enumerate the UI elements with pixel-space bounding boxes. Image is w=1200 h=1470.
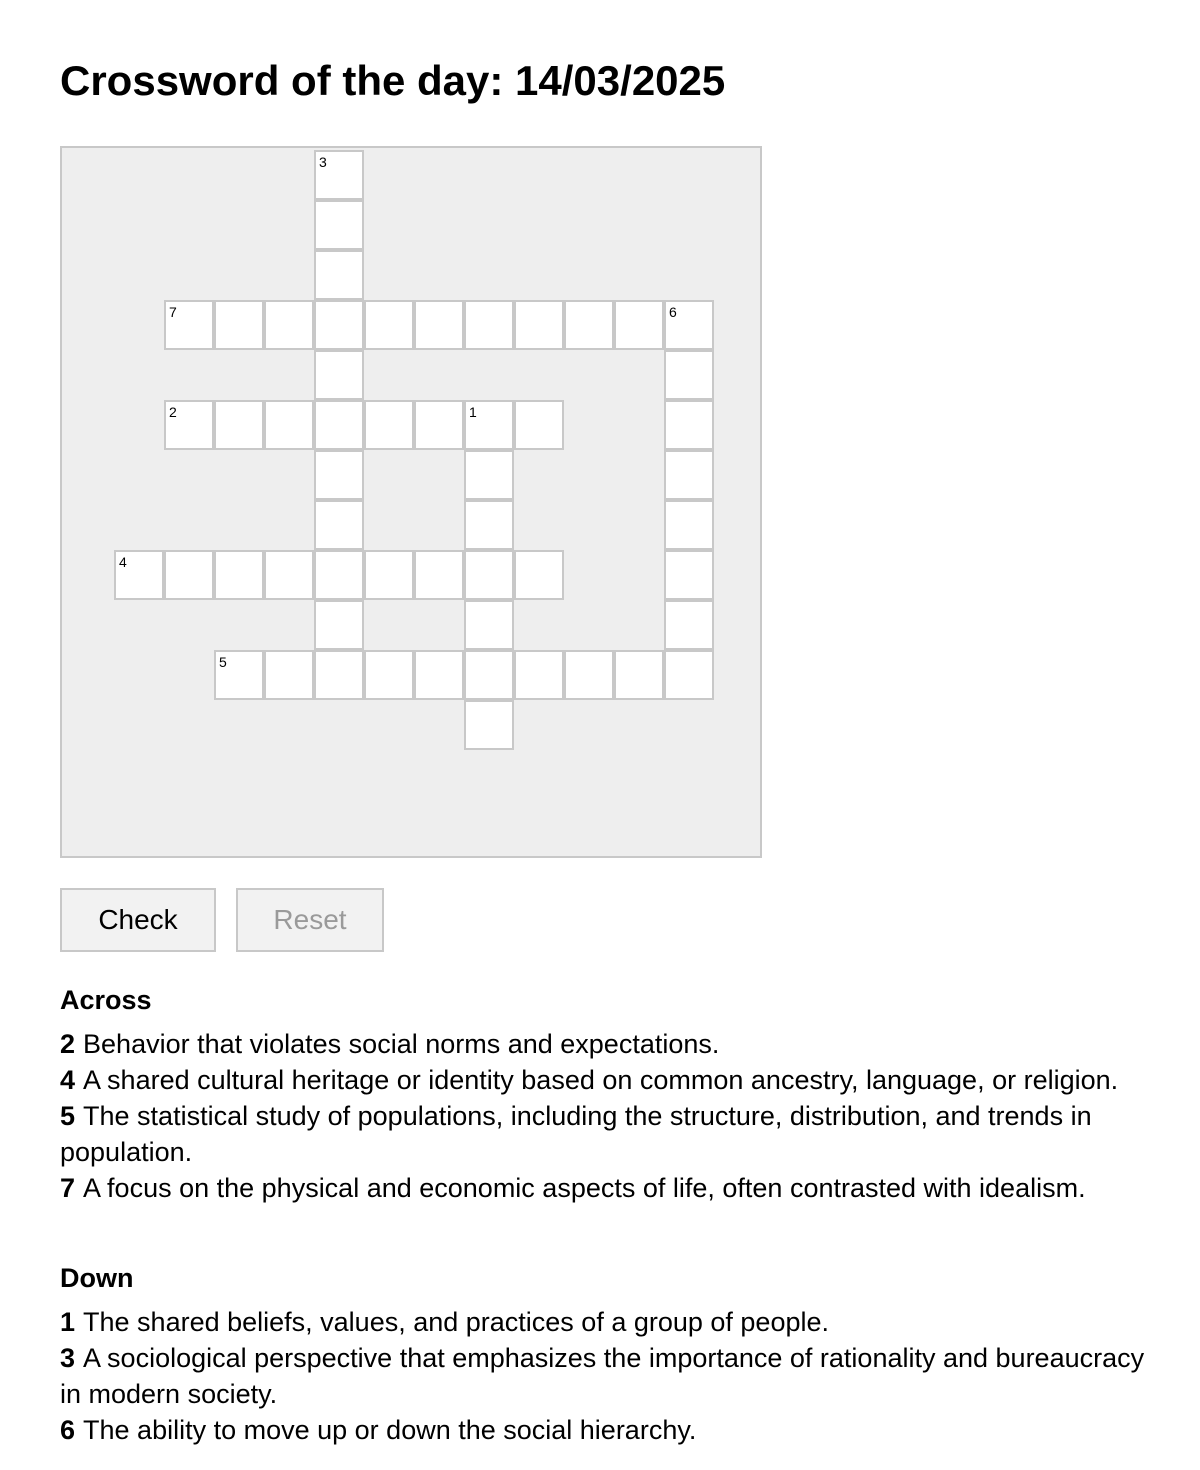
across-clue-list — [60, 1026, 1160, 1206]
grid-cell[interactable] — [564, 650, 614, 700]
clue-across-2 — [60, 1026, 1160, 1062]
grid-cell[interactable] — [314, 400, 364, 450]
grid-cell[interactable] — [614, 300, 664, 350]
crossword-grid — [60, 146, 762, 858]
grid-cell[interactable] — [364, 300, 414, 350]
grid-cell[interactable] — [664, 300, 714, 350]
grid-cell[interactable] — [314, 600, 364, 650]
clue-across-4 — [60, 1062, 1160, 1098]
grid-cell[interactable] — [264, 400, 314, 450]
grid-cell[interactable] — [664, 600, 714, 650]
clue-number: 6 — [60, 1415, 76, 1445]
grid-cell[interactable] — [314, 650, 364, 700]
reset-button[interactable]: Reset — [236, 888, 384, 952]
grid-cell[interactable] — [264, 550, 314, 600]
grid-cell[interactable] — [314, 350, 364, 400]
grid-cell[interactable] — [464, 600, 514, 650]
grid-cell[interactable] — [564, 300, 614, 350]
clue-number: 5 — [60, 1101, 76, 1131]
cell-number: 1 — [469, 404, 477, 420]
grid-cell[interactable] — [414, 400, 464, 450]
grid-cell[interactable] — [164, 550, 214, 600]
cell-number: 4 — [119, 554, 127, 570]
clue-text: The ability to move up or down the social hierarchy. — [83, 1415, 697, 1445]
grid-cell[interactable] — [164, 400, 214, 450]
grid-cell[interactable] — [214, 650, 264, 700]
grid-cell[interactable] — [414, 300, 464, 350]
check-button[interactable]: Check — [60, 888, 216, 952]
across-heading: Across — [60, 985, 152, 1015]
grid-cell[interactable] — [314, 200, 364, 250]
clue-number: 7 — [60, 1173, 76, 1203]
grid-cell[interactable] — [414, 650, 464, 700]
grid-cell[interactable] — [314, 500, 364, 550]
grid-cell[interactable] — [664, 350, 714, 400]
grid-cell[interactable] — [264, 650, 314, 700]
grid-cell[interactable] — [114, 550, 164, 600]
clue-text: A focus on the physical and economic aspects of life, often contrasted with idealism. — [83, 1173, 1086, 1203]
grid-cell[interactable] — [364, 650, 414, 700]
clue-across-5 — [60, 1098, 1160, 1170]
cell-number: 2 — [169, 404, 177, 420]
grid-cell[interactable] — [314, 450, 364, 500]
grid-cell[interactable] — [464, 650, 514, 700]
cell-number: 3 — [319, 154, 327, 170]
cell-number: 5 — [219, 654, 227, 670]
grid-cell[interactable] — [514, 550, 564, 600]
grid-cell[interactable] — [164, 300, 214, 350]
grid-cell[interactable] — [614, 650, 664, 700]
down-clue-list — [60, 1304, 1160, 1448]
grid-cell[interactable] — [314, 250, 364, 300]
clue-down-1 — [60, 1304, 1160, 1340]
grid-cell[interactable] — [514, 300, 564, 350]
across-clues — [60, 982, 1160, 1206]
grid-cell[interactable] — [464, 500, 514, 550]
page-title: Crossword of the day: 14/03/2025 — [60, 57, 726, 104]
grid-cell[interactable] — [464, 300, 514, 350]
down-clues — [60, 1260, 1160, 1448]
clue-number: 2 — [60, 1029, 76, 1059]
clue-down-6 — [60, 1412, 1160, 1448]
clue-down-3 — [60, 1340, 1160, 1412]
grid-cell[interactable] — [464, 450, 514, 500]
grid-cell[interactable] — [314, 300, 364, 350]
grid-cell[interactable] — [214, 400, 264, 450]
grid-cell[interactable] — [664, 500, 714, 550]
clue-number: 3 — [60, 1343, 76, 1373]
grid-cell[interactable] — [414, 550, 464, 600]
grid-cell[interactable] — [264, 300, 314, 350]
cell-number: 6 — [669, 304, 677, 320]
down-heading: Down — [60, 1263, 134, 1293]
grid-cell[interactable] — [364, 400, 414, 450]
grid-cell[interactable] — [464, 400, 514, 450]
grid-cell[interactable] — [314, 150, 364, 200]
clue-text: A sociological perspective that emphasizes the importance of rationality and bureaucracy in modern society. — [60, 1343, 1145, 1409]
grid-cell[interactable] — [364, 550, 414, 600]
clue-text: Behavior that violates social norms and expectations. — [83, 1029, 720, 1059]
grid-cell[interactable] — [664, 650, 714, 700]
grid-cell[interactable] — [664, 550, 714, 600]
clue-text: A shared cultural heritage or identity based on common ancestry, language, or religion. — [83, 1065, 1119, 1095]
cell-number: 7 — [169, 304, 177, 320]
grid-cell[interactable] — [464, 550, 514, 600]
clue-number: 1 — [60, 1307, 76, 1337]
grid-cell[interactable] — [214, 550, 264, 600]
grid-cell[interactable] — [464, 700, 514, 750]
grid-cell[interactable] — [314, 550, 364, 600]
grid-cell[interactable] — [214, 300, 264, 350]
clue-text: The statistical study of populations, including the structure, distribution, and trends in population. — [60, 1101, 1092, 1167]
grid-cell[interactable] — [514, 650, 564, 700]
grid-cell[interactable] — [514, 400, 564, 450]
grid-cell[interactable] — [664, 450, 714, 500]
clue-across-7 — [60, 1170, 1160, 1206]
clue-number: 4 — [60, 1065, 76, 1095]
grid-cell[interactable] — [664, 400, 714, 450]
clue-text: The shared beliefs, values, and practices of a group of people. — [83, 1307, 829, 1337]
